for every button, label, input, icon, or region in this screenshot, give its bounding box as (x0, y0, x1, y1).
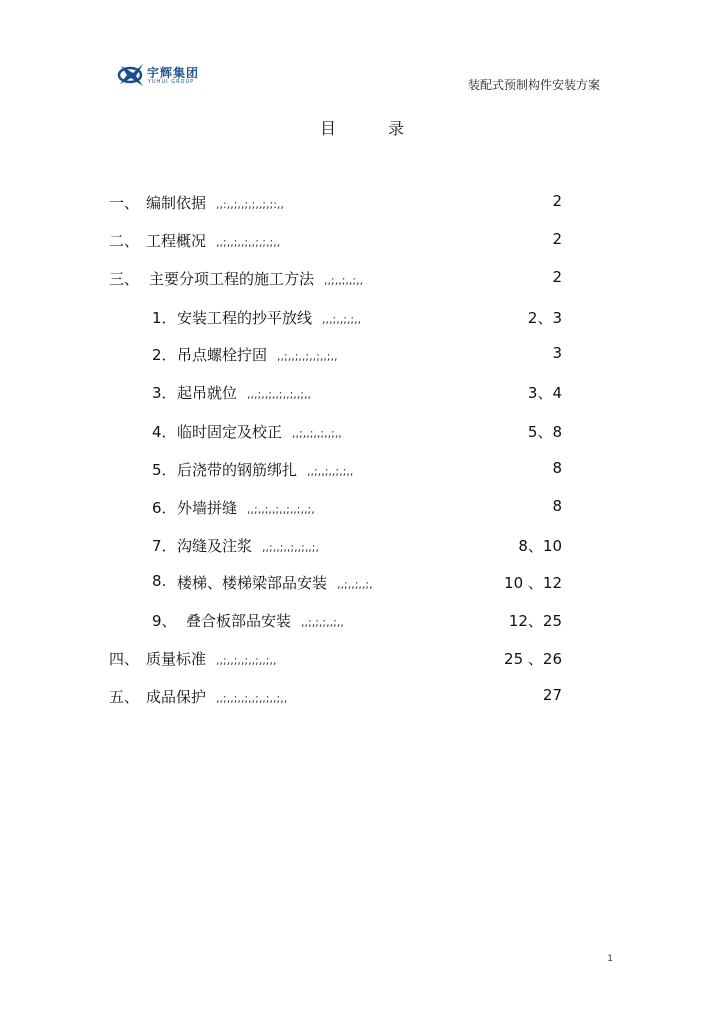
toc-entry-label: 楼梯、楼梯梁部品安装 (177, 574, 328, 592)
toc-entry-leader: ,,;,,;,,;,, (324, 274, 364, 287)
document-title: 装配式预制构件安装方案 (467, 78, 600, 92)
toc-entry-page: 8 (552, 497, 562, 515)
toc-entry-number: 5． (152, 461, 177, 479)
toc-entry-page: 27 (542, 686, 562, 704)
toc-entry-number: 9、 (152, 612, 177, 630)
toc-entry[interactable] (0, 268, 724, 288)
toc-entry[interactable] (0, 192, 724, 212)
toc-entry-number: 五、 (109, 688, 140, 706)
toc-entry-leader: ,,;,,;,,;, (337, 578, 373, 591)
toc-entry-page: 25 、26 (504, 650, 562, 668)
toc-entry-label: 后浇带的钢筋绑扎 (177, 461, 298, 479)
toc-entry-number: 一、 (109, 194, 140, 212)
company-logo (117, 60, 227, 90)
toc-entry-number: 四、 (109, 650, 140, 668)
toc-entry[interactable] (0, 459, 724, 479)
toc-entry[interactable] (0, 648, 724, 668)
toc-entry-leader: ,,:,,;,,;,;,,;,;:,, (216, 198, 284, 211)
logo-text: 宇辉集团 (147, 66, 200, 80)
toc-entry-page: 12、25 (508, 612, 562, 630)
page-number: 1 (607, 954, 613, 964)
logo-emblem-icon (117, 60, 147, 90)
toc-entry-label: 吊点螺栓拧固 (177, 346, 268, 364)
toc-entry-number: 三、 (109, 270, 140, 288)
toc-entry-page: 2、3 (527, 309, 562, 327)
toc-entry-label: 外墙拼缝 (177, 499, 238, 517)
toc-heading-left: 目 (319, 119, 336, 138)
toc-entry[interactable] (0, 421, 724, 441)
toc-entry-page: 8 (552, 459, 562, 477)
toc-entry-label: 安装工程的抄平放线 (177, 309, 313, 327)
toc-entry[interactable] (0, 535, 724, 555)
toc-entry-leader: ,,;,,;,,;,,;,,;,,;, (247, 503, 315, 516)
toc-entry[interactable] (0, 686, 724, 706)
toc-heading (0, 116, 724, 139)
toc-entry-label: 起吊就位 (177, 384, 238, 402)
toc-entry[interactable] (0, 307, 724, 327)
toc-entry-page: 2 (552, 268, 562, 286)
toc-entry[interactable] (0, 497, 724, 517)
toc-entry-label: 工程概况 (146, 232, 207, 250)
toc-entry-number: 二、 (109, 232, 140, 250)
toc-entry-number: 1． (152, 309, 177, 327)
toc-entry-label: 主要分项工程的施工方法 (149, 270, 315, 288)
toc-entry-page: 3、4 (527, 384, 562, 402)
toc-entry-number: 7． (152, 537, 177, 555)
toc-entry-leader: ,,,;,,;,,;,,;,,;,, (247, 388, 312, 401)
toc-entry[interactable] (0, 230, 724, 250)
toc-entry[interactable] (0, 382, 724, 402)
toc-entry-page: 8、10 (518, 537, 562, 555)
toc-entry-leader: ,,;,,;,,;,,;,,;,,;,, (216, 692, 288, 705)
toc-entry-leader: ,,;,,;,,;,;,, (307, 465, 354, 478)
toc-entry-page: 3 (552, 344, 562, 362)
toc-entry-page: 2 (552, 230, 562, 248)
toc-entry[interactable] (0, 610, 724, 630)
toc-entry-leader: ,,;,,;,,;,,;,;,;,, (216, 236, 281, 249)
toc-entry-label: 质量标准 (146, 650, 207, 668)
toc-entry-label: 叠合板部品安装 (186, 612, 292, 630)
toc-entry-number: 6． (152, 499, 177, 517)
toc-entry-label: 成品保护 (146, 688, 207, 706)
toc-entry[interactable] (0, 344, 724, 364)
logo-subtext: YUHUI GROUP (148, 79, 195, 85)
toc-entry-label: 编制依据 (146, 194, 207, 212)
toc-entry-page: 2 (552, 192, 562, 210)
toc-entry-number: 4． (152, 423, 177, 441)
toc-entry-page: 5、8 (527, 423, 562, 441)
toc-heading-right: 录 (388, 119, 405, 138)
toc-entry-leader: ,,;,,;,,;,,;,,;,, (216, 654, 277, 667)
toc-entry-number: 3． (152, 384, 177, 402)
toc-entry-label: 临时固定及校正 (177, 423, 283, 441)
toc-entry-leader: ,,;,,;,,;,,;,, (292, 427, 342, 440)
toc-entry[interactable] (0, 572, 724, 592)
toc-entry-label: 沟缝及注浆 (177, 537, 253, 555)
toc-entry-number: 8. (152, 572, 167, 590)
toc-entry-leader: ,,;,,;,,;,,;,,;,, (277, 350, 338, 363)
toc-entry-leader: ,,,;,,;,;,, (322, 313, 362, 326)
toc-entry-leader: ,,;,;,;,,;,, (301, 616, 344, 629)
toc-entry-page: 10 、12 (504, 574, 562, 592)
toc-entry-leader: ,,;,,;,,;,,;,,;, (262, 541, 320, 554)
toc-entry-number: 2． (152, 346, 177, 364)
